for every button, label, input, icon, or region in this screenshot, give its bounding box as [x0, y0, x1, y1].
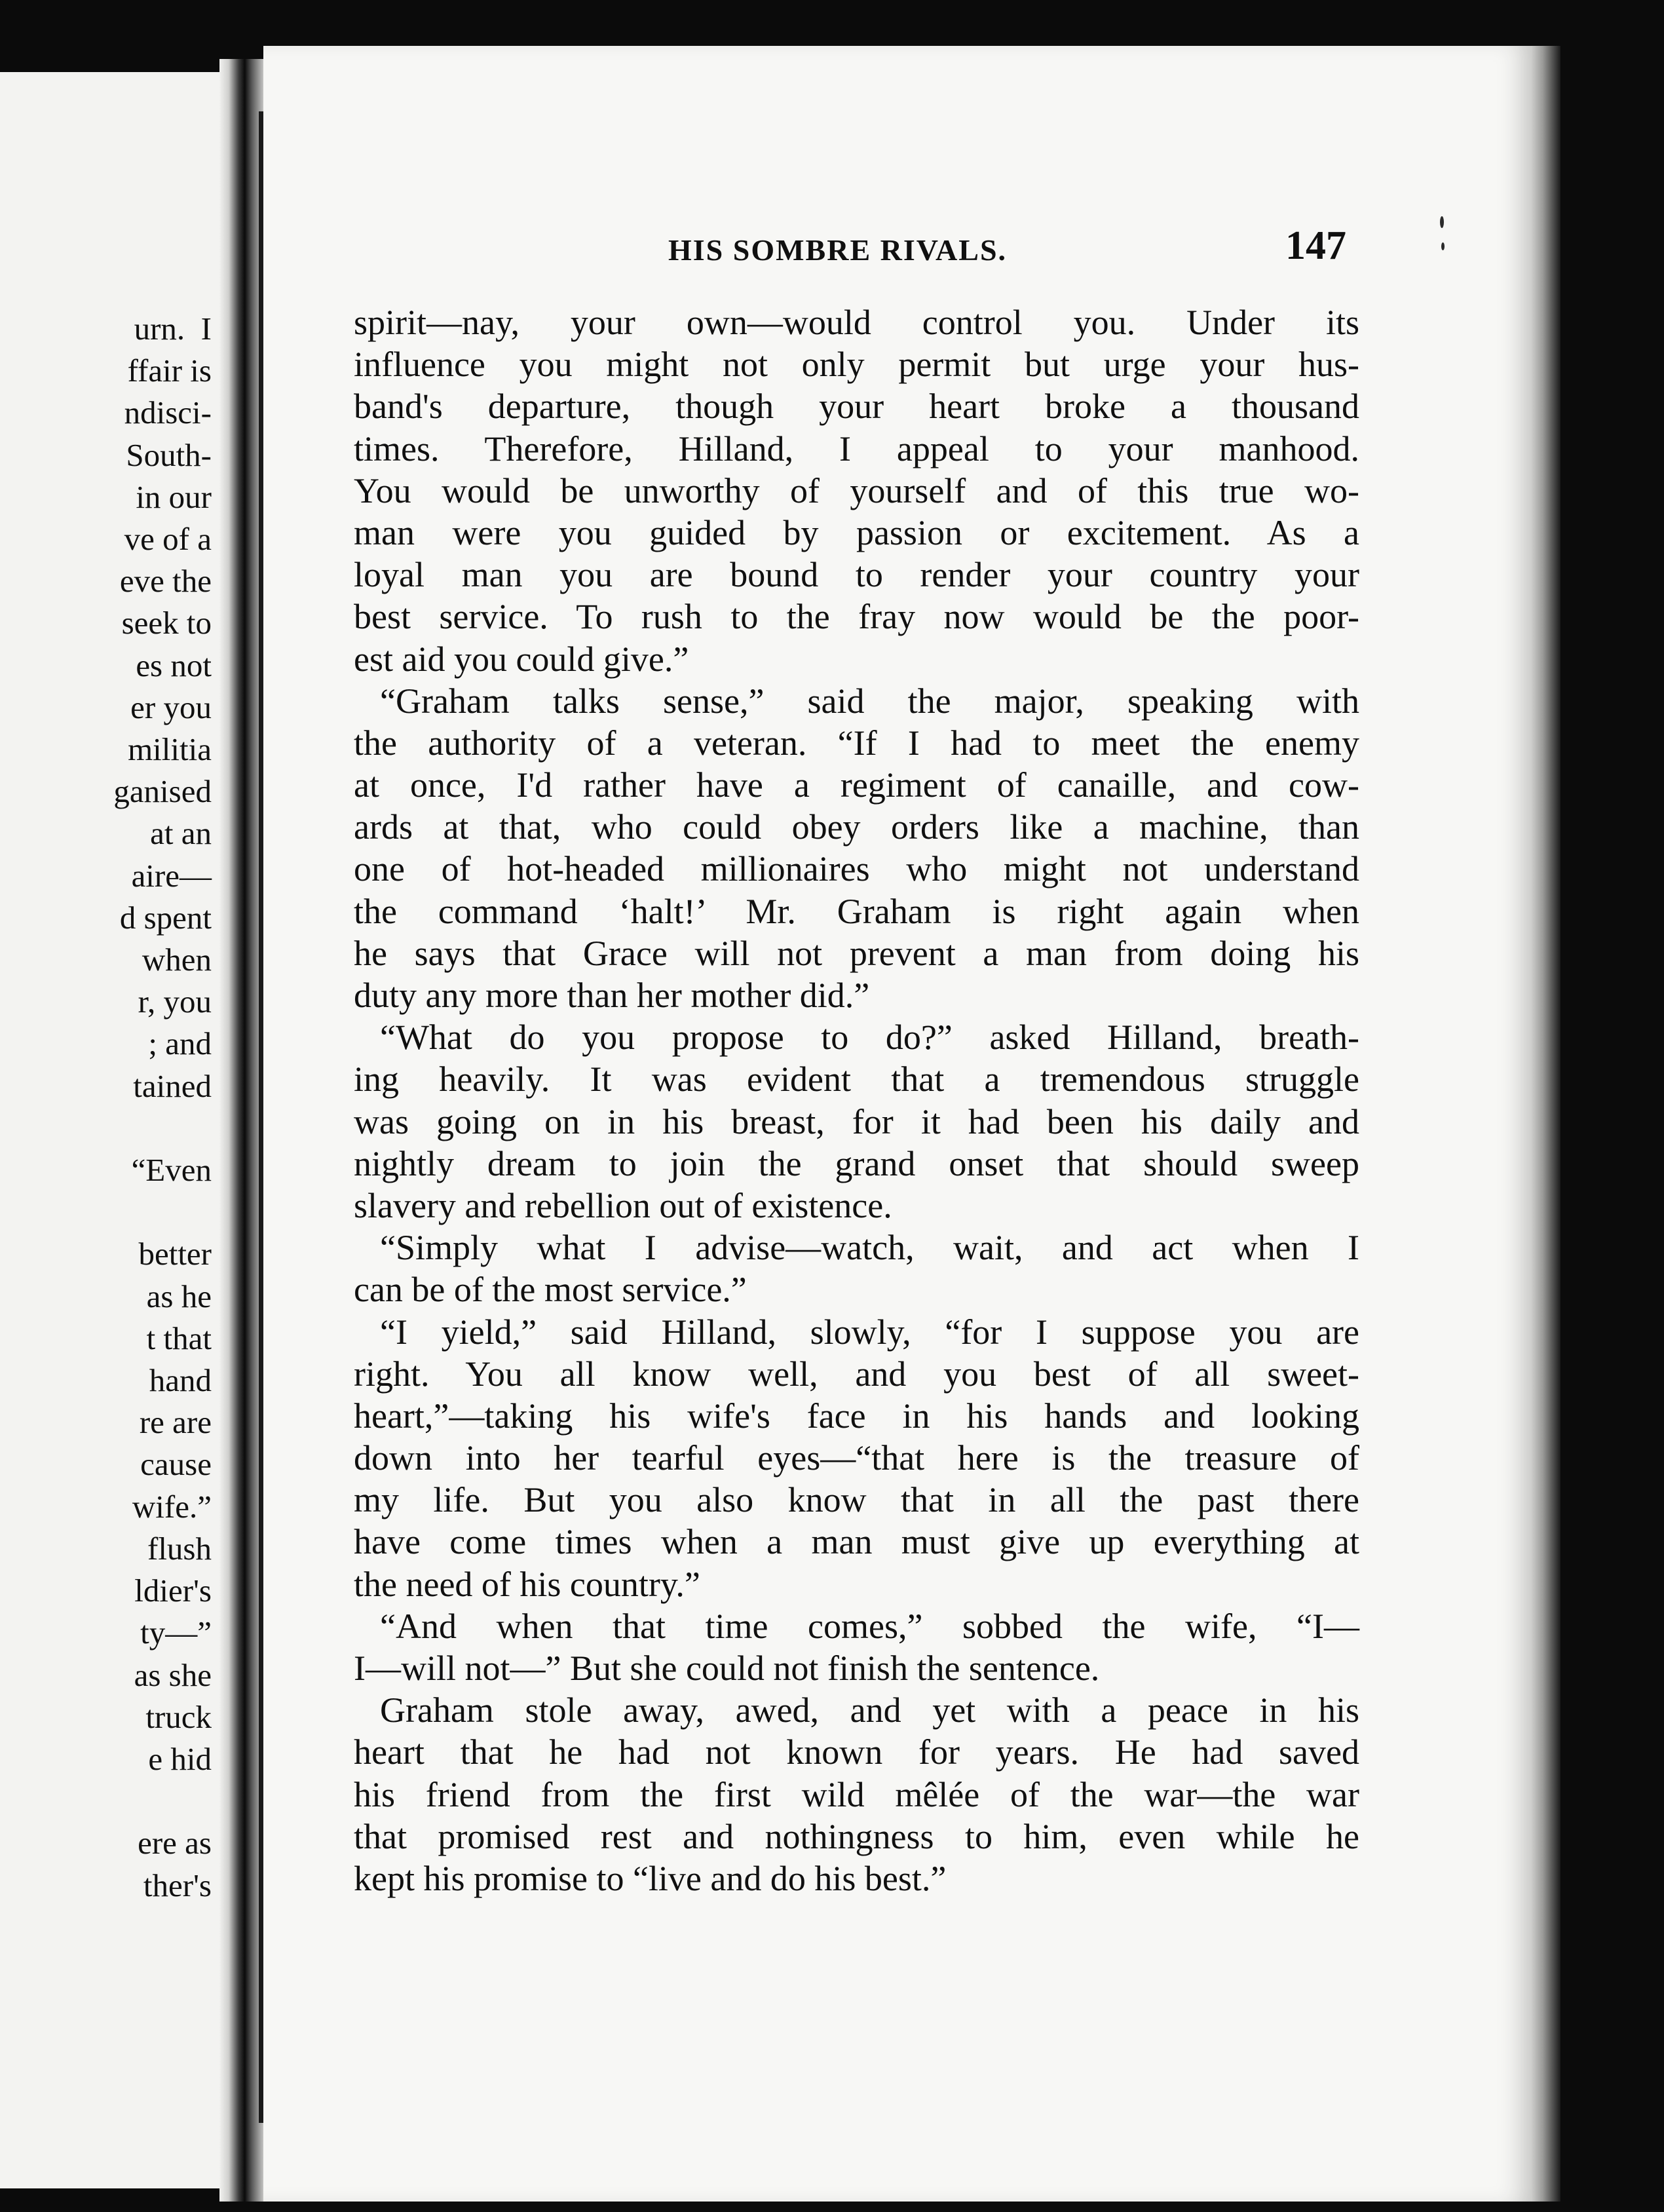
text-line: the authority of a veteran. “If I had to meet the enemy: [354, 723, 1359, 763]
previous-page-line: er you: [130, 689, 212, 725]
previous-page-line: truck: [145, 1698, 212, 1735]
previous-page-line: ; and: [148, 1025, 212, 1062]
text-line: at once, I'd rather have a regiment of canaille, and cow-: [354, 765, 1359, 805]
previous-page-line: South-: [126, 436, 212, 473]
text-line: “What do you propose to do?” asked Hilland, breath-: [380, 1018, 1359, 1058]
text-line: man were you guided by passion or excitement. As a: [354, 512, 1359, 552]
previous-page-line: militia: [128, 731, 212, 768]
text-line: one of hot-headed millionaires who might not understand: [354, 849, 1359, 889]
previous-page-line: cause: [140, 1446, 212, 1483]
previous-page-line: aire—: [131, 857, 212, 894]
previous-page-line: better: [138, 1236, 212, 1272]
text-line: ards at that, who could obey orders like a machine, than: [354, 807, 1359, 847]
page-number: 147: [1285, 223, 1346, 268]
text-line: his friend from the first wild mêlée of the war—the war: [354, 1774, 1359, 1814]
previous-page-line: seek to: [121, 605, 212, 641]
text-line: have come times when a man must give up everything at: [354, 1522, 1359, 1562]
text-line: est aid you could give.”: [354, 639, 689, 679]
previous-page-line: wife.”: [132, 1488, 212, 1525]
text-line: heart,”—taking his wife's face in his hands and looking: [354, 1396, 1359, 1436]
previous-page-line: as he: [146, 1278, 212, 1314]
previous-page-line: re are: [139, 1404, 212, 1441]
text-line: band's departure, though your heart broke a thousand: [354, 387, 1359, 427]
previous-page-line: d spent: [119, 899, 212, 936]
previous-page-line: ere as: [138, 1825, 212, 1861]
previous-page-line: at an: [150, 815, 212, 852]
text-line: that promised rest and nothingness to him, even while he: [354, 1816, 1359, 1856]
text-line: right. You all know well, and you best of all sweet-: [354, 1354, 1359, 1394]
text-line: times. Therefore, Hilland, I appeal to your manhood.: [354, 429, 1359, 468]
previous-page-line: e hid: [148, 1740, 212, 1777]
body-text: [354, 301, 1359, 1899]
text-line: “I yield,” said Hilland, slowly, “for I suppose you are: [380, 1312, 1359, 1352]
previous-page-line: “Even: [131, 1152, 212, 1189]
text-line: I—will not—” But she could not finish the sentence.: [354, 1649, 1100, 1688]
text-line: ing heavily. It was evident that a tremendous struggle: [354, 1059, 1359, 1099]
previous-page-line: hand: [149, 1362, 212, 1399]
previous-page-line: in our: [136, 478, 212, 515]
previous-page-line: t that: [146, 1320, 212, 1356]
previous-page-line: when: [142, 942, 212, 978]
text-line: You would be unworthy of yourself and of this true wo-: [354, 470, 1359, 510]
previous-page-line: [0, 1780, 212, 1822]
text-line: kept his promise to “live and do his best.”: [354, 1858, 947, 1898]
previous-page-line: ther's: [143, 1867, 212, 1903]
running-header: HIS SOMBRE RIVALS.: [668, 233, 1008, 267]
previous-page-line: tained: [133, 1067, 212, 1104]
previous-page-line: [0, 1191, 212, 1233]
previous-page-line: urn. I: [134, 311, 212, 347]
text-line: “Graham talks sense,” said the major, speaking with: [380, 681, 1359, 721]
text-line: my life. But you also know that in all the past there: [354, 1480, 1359, 1520]
previous-page-line: ldier's: [134, 1573, 212, 1609]
previous-page-line: es not: [136, 647, 212, 683]
previous-page-line: ve of a: [124, 521, 212, 558]
text-line: can be of the most service.”: [354, 1270, 747, 1310]
text-line: “Simply what I advise—watch, wait, and act when I: [380, 1228, 1359, 1268]
text-line: best service. To rush to the fray now would be the poor-: [354, 597, 1359, 637]
text-line: was going on in his breast, for it had been his daily and: [354, 1101, 1359, 1141]
text-line: down into her tearful eyes—“that here is the treasure of: [354, 1438, 1359, 1478]
text-line: influence you might not only permit but urge your hus-: [354, 345, 1359, 385]
scan-speck: [1441, 242, 1445, 250]
text-line: heart that he had not known for years. He had saved: [354, 1732, 1359, 1772]
previous-page: [0, 72, 226, 2188]
previous-page-text: [0, 308, 212, 1907]
text-line: nightly dream to join the grand onset that should sweep: [354, 1143, 1359, 1183]
previous-page-line: ndisci-: [124, 394, 212, 431]
scan-speck: [1440, 216, 1444, 228]
text-line: the need of his country.”: [354, 1564, 700, 1604]
previous-page-line: as she: [134, 1656, 212, 1693]
text-line: Graham stole away, awed, and yet with a peace in his: [380, 1690, 1359, 1730]
text-line: duty any more than her mother did.”: [354, 976, 870, 1015]
previous-page-line: ffair is: [127, 353, 212, 389]
previous-page-line: flush: [147, 1530, 212, 1567]
text-line: “And when that time comes,” sobbed the wife, “I—: [380, 1606, 1359, 1646]
previous-page-line: [0, 1107, 212, 1149]
text-line: loyal man you are bound to render your country your: [354, 555, 1359, 595]
previous-page-line: ganised: [113, 773, 212, 810]
text-line: he says that Grace will not prevent a man from doing his: [354, 933, 1359, 973]
text-line: the command ‘halt!’ Mr. Graham is right again when: [354, 891, 1359, 931]
previous-page-line: eve the: [119, 563, 212, 600]
text-line: spirit—nay, your own—would control you. Under its: [354, 303, 1359, 342]
text-line: slavery and rebellion out of existence.: [354, 1185, 892, 1225]
previous-page-line: r, you: [138, 983, 212, 1020]
page-edge: [1531, 46, 1560, 2202]
previous-page-line: ty—”: [140, 1614, 212, 1651]
